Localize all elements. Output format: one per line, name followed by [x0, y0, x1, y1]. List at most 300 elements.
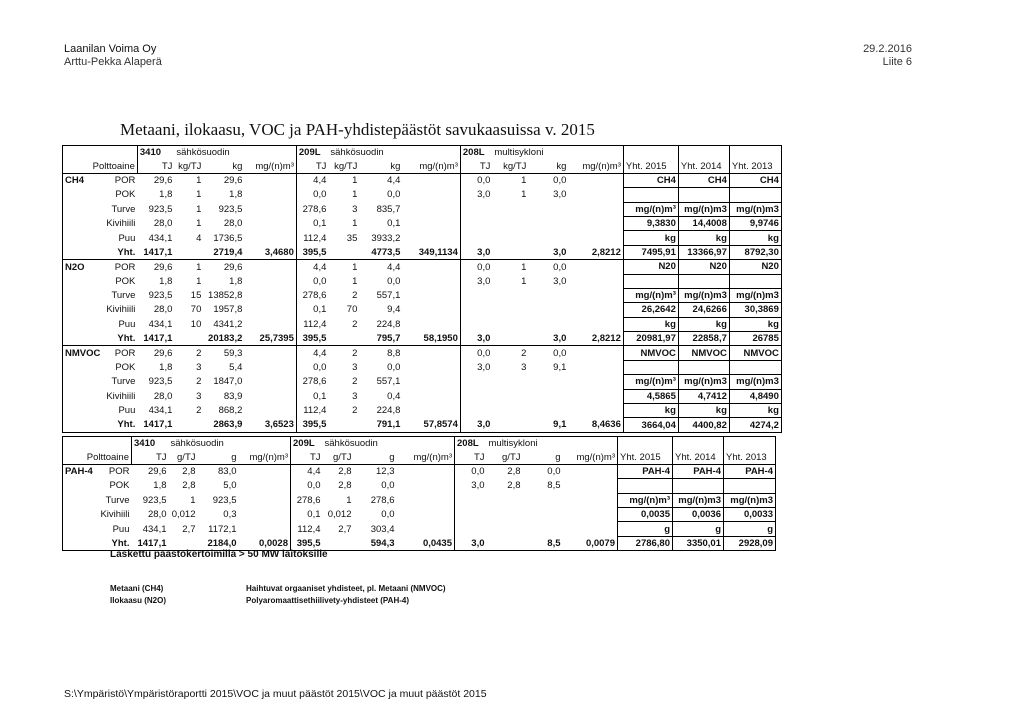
cell-value: 395,5 [296, 245, 328, 259]
cell-value: 0,0 [460, 260, 492, 274]
column-header: TJ [460, 159, 492, 173]
total-value: kg [729, 231, 781, 245]
total-value: NMVOC [729, 346, 781, 360]
fuel-label: Kivihiili [100, 509, 130, 521]
total-value: 7495,91 [623, 245, 678, 259]
cell-value: 2863,9 [203, 418, 244, 432]
cell-value: 1,8 [159, 362, 173, 374]
pollutant-empty [63, 231, 103, 245]
cell-value: 0,0 [387, 362, 401, 374]
cell-value [244, 216, 296, 230]
total-value: 24,6266 [678, 303, 729, 317]
pollutant-empty [63, 216, 103, 230]
cell-value: 395,5 [291, 536, 323, 550]
cell-value: 1 [352, 218, 358, 230]
cell-value: 5,4 [229, 362, 243, 374]
total-value [678, 274, 729, 288]
cell-value: 1 [328, 260, 359, 274]
cell-value: 278,6 [370, 494, 395, 506]
cell-value [455, 522, 487, 536]
header-empty [678, 146, 729, 160]
cell-value: 9,1 [528, 418, 568, 432]
total-value: 3350,01 [673, 536, 724, 550]
cell-value: 2 [492, 346, 528, 360]
fuel-label: POK [115, 275, 136, 287]
cell-value: 1417,1 [143, 333, 173, 345]
cell-value: 3,0 [460, 418, 492, 432]
cell-value [460, 375, 492, 389]
cell-value [239, 507, 291, 521]
total-value: kg [623, 231, 678, 245]
cell-value [244, 360, 296, 374]
column-header: TJ [137, 159, 174, 173]
table-row [63, 360, 782, 374]
pollutant-name: CH4 [65, 175, 85, 187]
cell-value: 3,0 [460, 274, 492, 288]
abbreviations-left [110, 583, 166, 607]
column-header: Polttoaine [63, 159, 138, 173]
pollutant-empty [63, 536, 97, 550]
cell-value: 13852,8 [208, 290, 243, 302]
cell-value [402, 173, 460, 187]
cell-value: 1 [492, 173, 528, 187]
cell-value: 4,4 [291, 464, 323, 478]
cell-value: 1957,8 [213, 304, 243, 316]
cell-value: 2 [352, 318, 358, 330]
pollutant-empty [63, 360, 103, 374]
cell-value: 3 [352, 390, 358, 402]
cell-value: 112,4 [296, 404, 328, 418]
cell-value: 349,1134 [418, 246, 458, 258]
cell-value: 112,4 [291, 522, 323, 536]
cell-value: 4 [196, 232, 202, 244]
cell-value: 3,0 [553, 189, 567, 201]
cell-value [568, 404, 623, 418]
cell-value: 8,8 [359, 346, 402, 360]
document-date: 29.2.2016 [863, 43, 912, 55]
cell-value: 3,4680 [264, 246, 294, 258]
cell-value: 2,8 [487, 464, 523, 478]
total-value: mg/(n)m3 [729, 202, 781, 216]
group-name: sähkösuodin [169, 437, 291, 451]
cell-value: 4,4 [359, 173, 402, 187]
cell-value: 0,012 [327, 509, 352, 521]
cell-value: 303,4 [370, 523, 395, 535]
cell-value: 29,6 [137, 173, 174, 187]
cell-value: 278,6 [291, 493, 323, 507]
cell-value [563, 522, 618, 536]
total-value: 22858,7 [678, 332, 729, 346]
cell-value: 2 [196, 376, 202, 388]
cell-value [244, 260, 296, 274]
cell-value: 0,0 [460, 173, 492, 187]
cell-value: 4,4 [359, 260, 402, 274]
cell-value: 1 [174, 260, 203, 274]
total-value: mg/(n)m3 [729, 288, 781, 302]
cell-value: 2 [174, 346, 203, 360]
cell-value: 29,6 [203, 260, 244, 274]
cell-value: 25,7395 [259, 333, 294, 345]
cell-value [402, 375, 460, 389]
cell-value [244, 274, 296, 288]
total-value: g [724, 522, 776, 536]
cell-value: 4773,5 [371, 246, 401, 258]
cell-value: 3,0 [460, 188, 492, 202]
cell-value: 0,0 [381, 480, 395, 492]
cell-value [174, 418, 203, 432]
cell-value: 434,1 [148, 405, 173, 417]
column-header: mg/(n)m³ [239, 450, 291, 464]
cell-value: 1 [328, 173, 359, 187]
cell-value: 0,0 [528, 346, 568, 360]
cell-value: 1 [190, 494, 196, 506]
fuel-label: POK [109, 480, 130, 492]
cell-value: 0,0 [528, 173, 568, 187]
column-header: Yht. 2014 [673, 450, 724, 464]
cell-value [397, 493, 455, 507]
table-header-row [63, 437, 776, 451]
fuel-label: Turve [111, 376, 136, 388]
total-value [623, 188, 678, 202]
cell-value [568, 216, 623, 230]
cell-value [244, 173, 296, 187]
cell-value: 83,9 [223, 390, 243, 402]
cell-value [174, 245, 203, 259]
total-value: 2786,80 [618, 536, 673, 550]
cell-value [174, 332, 203, 346]
column-header: mg/(n)m³ [563, 450, 618, 464]
cell-value: 1847,0 [213, 376, 243, 388]
fuel-label: Yht. [117, 246, 136, 258]
cell-value: 2 [328, 346, 359, 360]
cell-value [402, 188, 460, 202]
total-value: 0,0036 [673, 507, 724, 521]
cell-value [492, 231, 528, 245]
cell-value [397, 479, 455, 493]
abbr-methane: Metaani (CH4) [110, 584, 164, 593]
cell-value [244, 231, 296, 245]
total-value: mg/(n)m3 [673, 493, 724, 507]
cell-value: 0,0079 [563, 536, 618, 550]
cell-value: 1 [492, 260, 528, 274]
fuel-label: POR [102, 346, 137, 360]
cell-value [402, 231, 460, 245]
group-id: 3410 [132, 437, 169, 451]
table-row [63, 418, 782, 432]
cell-value: 1,8 [159, 275, 173, 287]
cell-value: 3,6523 [244, 418, 296, 432]
column-header: kg [203, 159, 244, 173]
cell-value [328, 418, 359, 432]
fuel-label: POR [102, 173, 137, 187]
cell-value: 0,0 [460, 346, 492, 360]
cell-value: 0,0435 [397, 536, 455, 550]
cell-value: 59,3 [203, 346, 244, 360]
group-name: sähkösuodin [323, 437, 455, 451]
column-header: Yht. 2015 [623, 159, 678, 173]
cell-value: 2,8 [169, 464, 198, 478]
cell-value [528, 216, 568, 230]
cell-value [528, 375, 568, 389]
cell-value [244, 375, 296, 389]
column-header: TJ [296, 159, 328, 173]
cell-value: 2,8 [338, 480, 352, 492]
cell-value: 3,0 [553, 333, 567, 345]
column-header: TJ [455, 450, 487, 464]
cell-value: 0,0 [528, 260, 568, 274]
cell-value [563, 493, 618, 507]
cell-value [568, 231, 623, 245]
cell-value: 29,6 [137, 346, 174, 360]
cell-value [568, 389, 623, 403]
group-id: 208L [460, 146, 492, 160]
total-value: 14,4008 [678, 216, 729, 230]
cell-value [402, 303, 460, 317]
column-header: TJ [291, 450, 323, 464]
total-value: mg/(n)m³ [623, 288, 678, 302]
total-value: kg [623, 317, 678, 331]
fuel-label: Turve [111, 203, 136, 215]
cell-value: 0,0 [455, 464, 487, 478]
column-header: g [354, 450, 397, 464]
pollutant-empty [63, 375, 103, 389]
cell-value: 3,0 [553, 275, 567, 287]
pollutant-empty [63, 418, 103, 432]
page-title: Metaani, ilokaasu, VOC ja PAH-yhdistepäästöt savukaasuissa v. 2015 [120, 120, 595, 139]
table-row [63, 346, 782, 360]
cell-value: 28,0 [153, 304, 173, 316]
total-value [729, 274, 781, 288]
cell-value [402, 360, 460, 374]
cell-value [568, 188, 623, 202]
cell-value [328, 245, 359, 259]
cell-value: 15 [190, 290, 202, 302]
pollutant-name: PAH-4 [65, 466, 93, 478]
total-value: N20 [678, 260, 729, 274]
cell-value: 35 [346, 232, 358, 244]
total-value: mg/(n)m³ [623, 375, 678, 389]
total-value: 2928,09 [724, 536, 776, 550]
cell-value [402, 404, 460, 418]
cell-value: 0,0 [296, 360, 328, 374]
table-row [63, 173, 782, 187]
cell-value: 923,5 [148, 376, 173, 388]
cell-value [487, 493, 523, 507]
fuel-label: Kivihiili [106, 218, 136, 230]
cell-value: 3,0 [553, 246, 567, 258]
cell-value: 3,0 [455, 536, 487, 550]
cell-value: 3933,2 [371, 232, 401, 244]
total-value [729, 188, 781, 202]
cell-value: 9,1 [553, 362, 567, 374]
cell-value [460, 216, 492, 230]
cell-value: 868,2 [218, 405, 243, 417]
total-value: mg/(n)m3 [678, 288, 729, 302]
cell-value [492, 404, 528, 418]
cell-value: 395,5 [296, 418, 328, 432]
cell-value [568, 202, 623, 216]
header-empty [623, 146, 678, 160]
header-empty [63, 146, 138, 160]
cell-value [244, 389, 296, 403]
column-header: Yht. 2015 [618, 450, 673, 464]
cell-value [528, 231, 568, 245]
cell-value: 3,0 [460, 360, 492, 374]
group-id: 209L [291, 437, 323, 451]
cell-value: 0,0028 [239, 536, 291, 550]
cell-value [492, 288, 528, 302]
cell-value: 3,0 [455, 479, 487, 493]
cell-value: 4,4 [296, 346, 328, 360]
total-value: kg [729, 404, 781, 418]
cell-value [239, 493, 291, 507]
total-value: mg/(n)m3 [724, 493, 776, 507]
total-value: PAH-4 [724, 464, 776, 478]
total-value: PAH-4 [673, 464, 724, 478]
total-value: 9,3830 [623, 216, 678, 230]
table-row [63, 274, 782, 288]
total-value: 13366,97 [678, 245, 729, 259]
cell-value [492, 216, 528, 230]
cell-value: 1,8 [229, 189, 243, 201]
cell-value [460, 231, 492, 245]
cell-value: 29,6 [132, 464, 169, 478]
cell-value [528, 317, 568, 331]
header-empty [673, 437, 724, 451]
cell-value: 2719,4 [213, 246, 243, 258]
cell-value: 10 [190, 318, 202, 330]
cell-value [402, 216, 460, 230]
total-value [673, 479, 724, 493]
total-value [729, 360, 781, 374]
column-header: kg [359, 159, 402, 173]
cell-value: 278,6 [296, 375, 328, 389]
cell-value: 20183,2 [208, 333, 243, 345]
cell-value: 594,3 [354, 536, 397, 550]
total-value: mg/(n)m³ [623, 202, 678, 216]
table-row [63, 493, 776, 507]
pollutant-empty [63, 404, 103, 418]
pollutant-name: NMVOC [65, 347, 101, 359]
cell-value: 1 [521, 189, 527, 201]
cell-value: 1172,1 [208, 523, 237, 535]
cell-value: 1 [174, 173, 203, 187]
cell-value: 224,8 [376, 405, 401, 417]
cell-value [523, 493, 563, 507]
cell-value [568, 274, 623, 288]
cell-value: 1,8 [153, 480, 167, 492]
cell-value: 2 [196, 405, 202, 417]
cell-value [492, 202, 528, 216]
group-name: multisykloni [492, 146, 623, 160]
pollutant-empty [63, 202, 103, 216]
cell-value: 0,0 [291, 479, 323, 493]
cell-value: 923,5 [212, 494, 237, 506]
cell-value: 112,4 [296, 317, 328, 331]
cell-value: 0,4 [387, 390, 401, 402]
cell-value: 2,7 [182, 523, 196, 535]
column-header: Yht. 2014 [678, 159, 729, 173]
table-row [63, 303, 782, 317]
cell-value [528, 404, 568, 418]
table-row [63, 507, 776, 521]
cell-value [244, 303, 296, 317]
total-value: g [673, 522, 724, 536]
cell-value: 70 [190, 304, 202, 316]
group-id: 209L [296, 146, 328, 160]
pollutant-empty [63, 188, 103, 202]
cell-value [568, 173, 623, 187]
cell-value [460, 404, 492, 418]
cell-value: 28,0 [223, 218, 243, 230]
fuel-label: Turve [105, 494, 130, 506]
cell-value: 0,0 [387, 189, 401, 201]
cell-value: 4,4 [296, 173, 328, 187]
cell-value: 58,1950 [423, 333, 458, 345]
cell-value [568, 303, 623, 317]
cell-value [492, 389, 528, 403]
cell-value: 795,7 [376, 333, 401, 345]
cell-value: 1,8 [159, 189, 173, 201]
total-value: kg [678, 231, 729, 245]
pollutant-empty [63, 332, 103, 346]
cell-value: 278,6 [296, 202, 328, 216]
pollutant-empty [63, 274, 103, 288]
cell-value [528, 303, 568, 317]
table-row [63, 245, 782, 259]
cell-value: 923,5 [142, 494, 167, 506]
table-row [63, 375, 782, 389]
cell-value [397, 464, 455, 478]
fuel-label: Yht. [117, 333, 136, 345]
cell-value [244, 202, 296, 216]
table-row [63, 389, 782, 403]
cell-value: 2,8212 [591, 246, 621, 258]
table-row [63, 188, 782, 202]
table-row [63, 288, 782, 302]
pollutant-empty [63, 317, 103, 331]
total-value: CH4 [623, 173, 678, 187]
pollutant-cell [63, 346, 103, 360]
cell-value [523, 507, 563, 521]
cell-value: 4,4 [296, 260, 328, 274]
header-empty [618, 437, 673, 451]
table-row [63, 202, 782, 216]
cell-value: 0,012 [171, 509, 196, 521]
pollutant-cell [63, 464, 97, 478]
cell-value: 434,1 [148, 232, 173, 244]
cell-value [402, 260, 460, 274]
cell-value: 2,8 [323, 464, 354, 478]
fuel-label: Puu [118, 232, 136, 244]
cell-value [492, 303, 528, 317]
file-path-footer: S:\Ympäristö\Ympäristöraportti 2015\VOC ja muut päästöt 2015\VOC ja muut päästöt 2015 [64, 688, 487, 700]
table-row [63, 464, 776, 478]
cell-value [402, 317, 460, 331]
cell-value: 0,0 [387, 275, 401, 287]
cell-value [244, 346, 296, 360]
pollutant-empty [63, 245, 103, 259]
emissions-table [62, 145, 782, 433]
table-subheader-row [63, 450, 776, 464]
cell-value: 0,1 [296, 303, 328, 317]
cell-value: 1,8 [229, 275, 243, 287]
cell-value: 0,0 [523, 464, 563, 478]
cell-value [397, 507, 455, 521]
cell-value: 1 [521, 275, 527, 287]
total-value: 20981,97 [623, 332, 678, 346]
cell-value: 1 [196, 275, 202, 287]
